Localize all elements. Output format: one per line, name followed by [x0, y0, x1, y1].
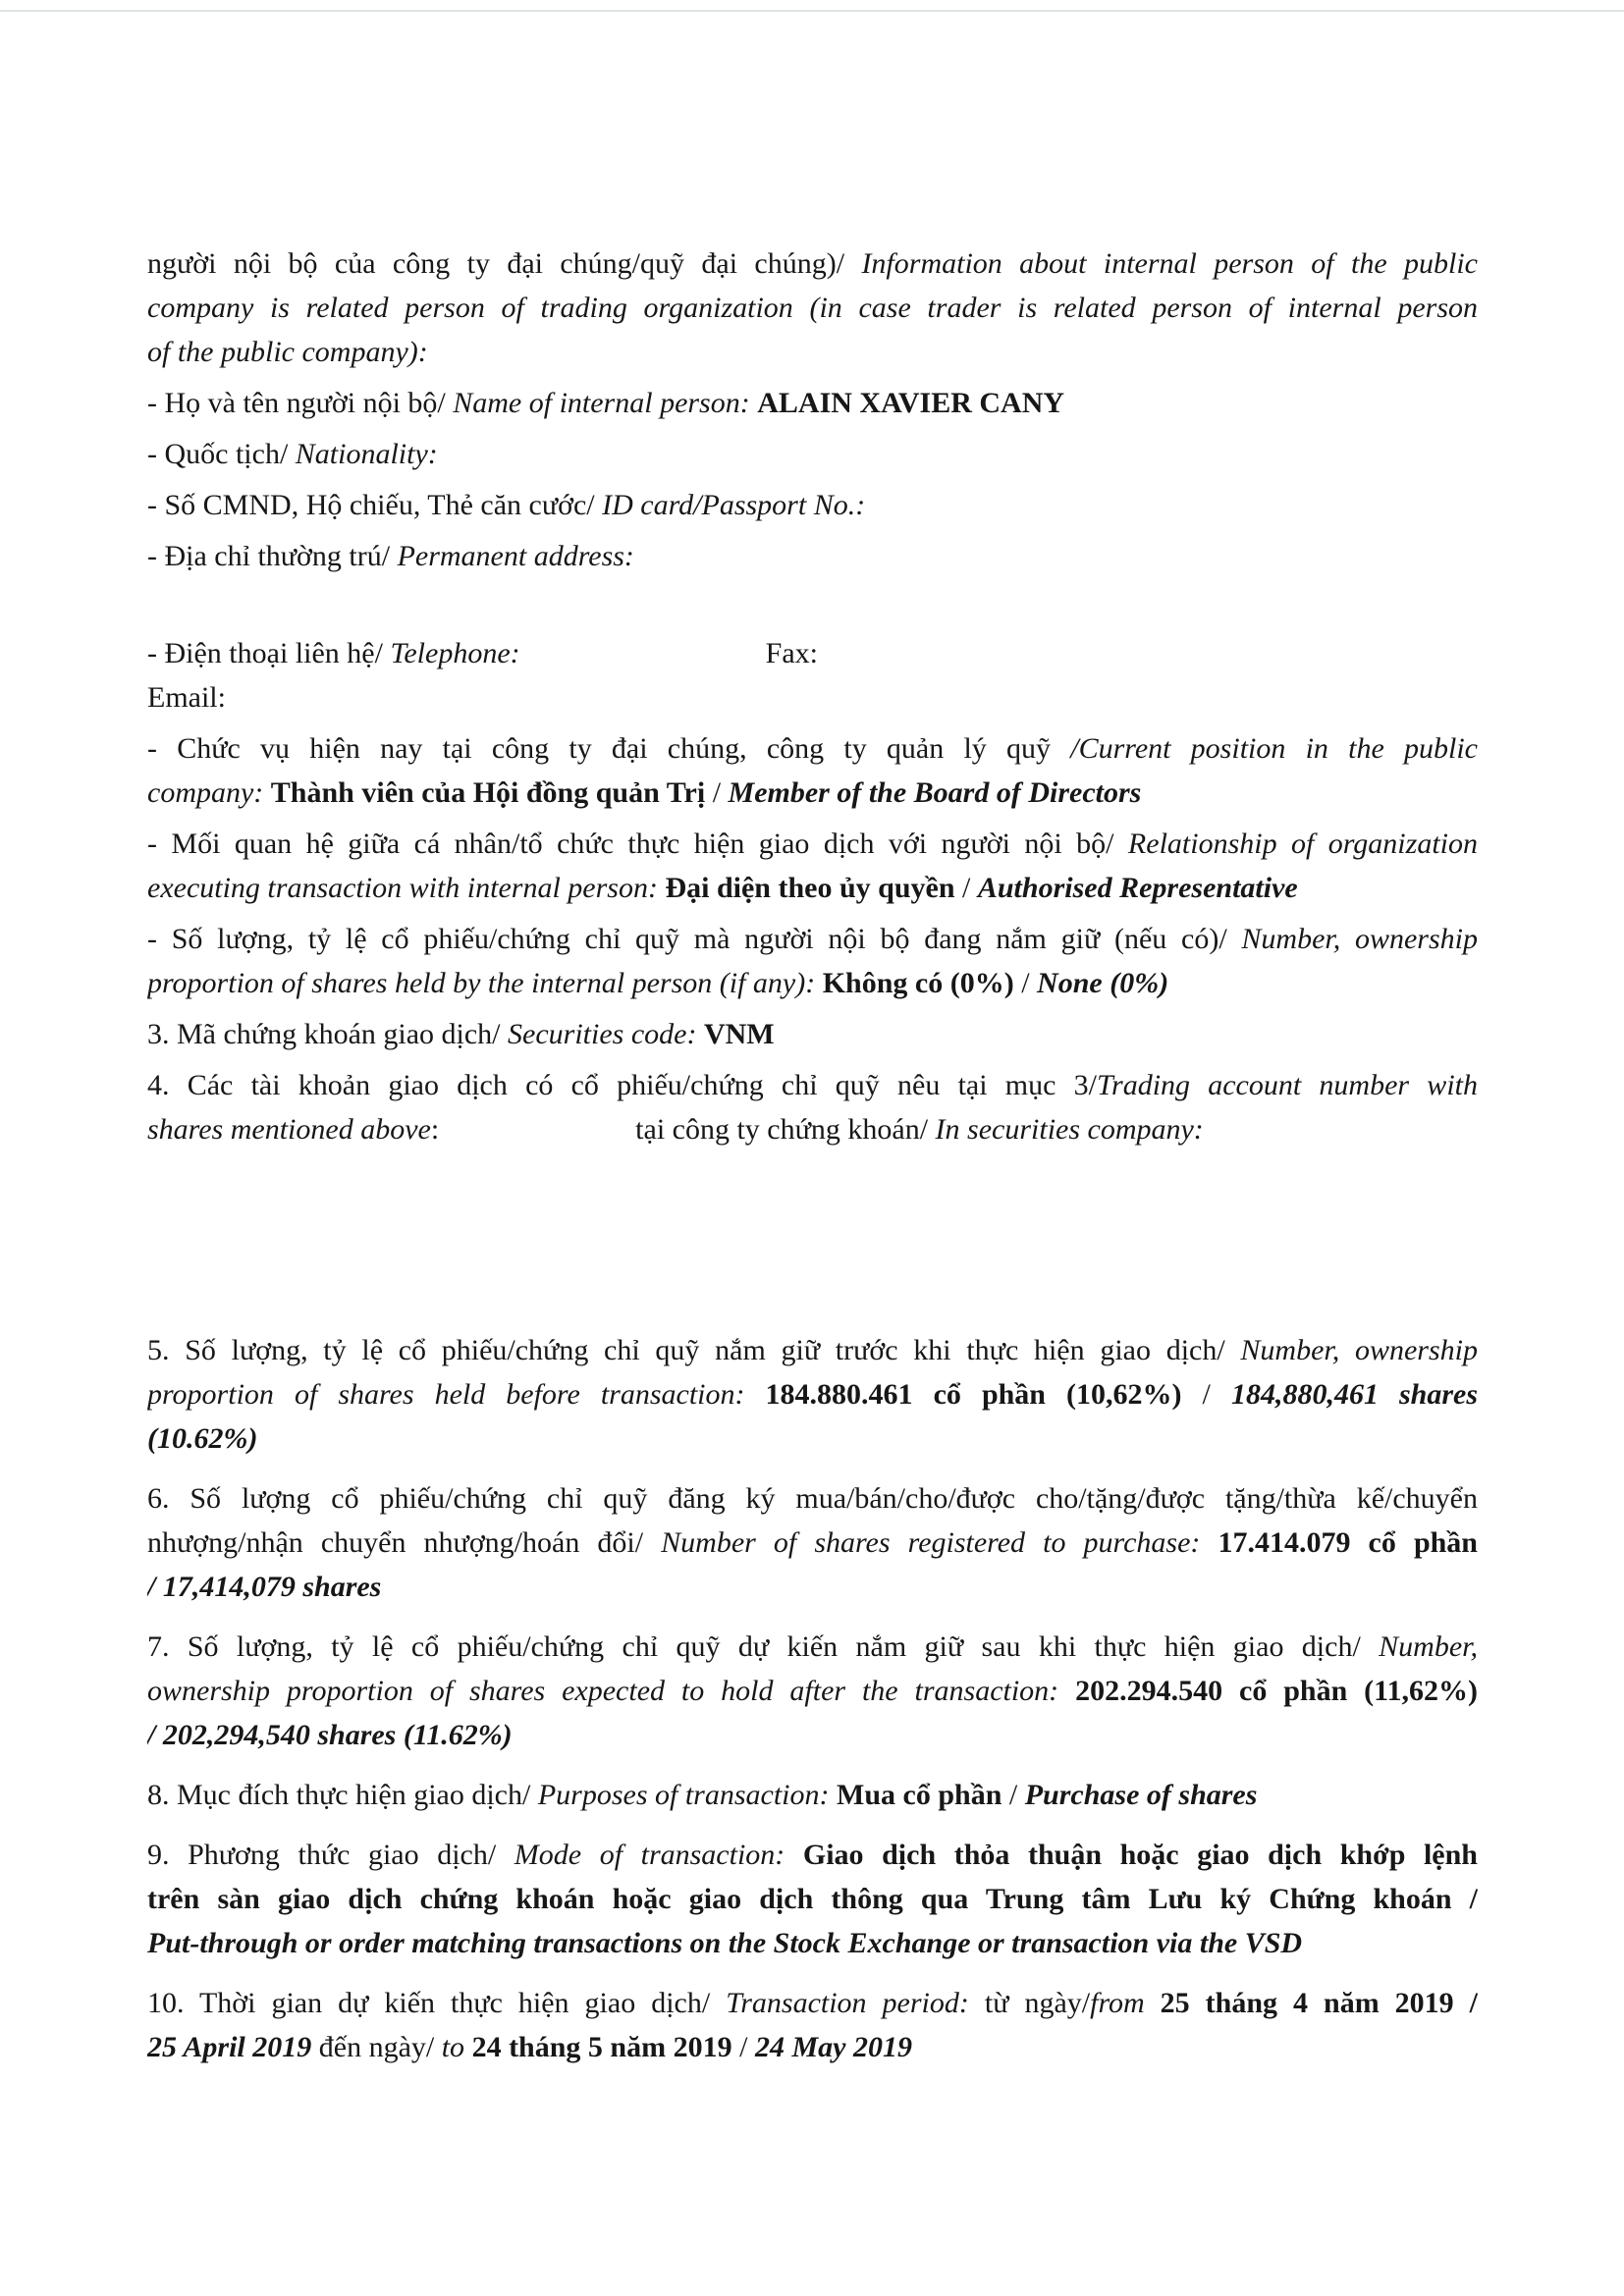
field-nationality — [147, 432, 1478, 476]
text-line — [147, 241, 1478, 286]
text-run: None (0%) — [1037, 967, 1169, 999]
text-run: / 17,414,079 shares — [147, 1571, 382, 1603]
text-run: nhượng/nhận chuyển nhượng/hoán đổi/ — [147, 1526, 662, 1559]
text-run: - Số CMND, Hộ chiếu, Thẻ căn cước/ — [147, 489, 603, 521]
text-line — [147, 1565, 1478, 1609]
text-line — [147, 961, 1478, 1005]
text-run: Nationality: — [295, 438, 438, 470]
text-run: Put-through or order matching transactions on the Stock Exchange or transaction via the VSD — [147, 1927, 1303, 1959]
text-run: ALAIN XAVIER CANY — [757, 387, 1065, 419]
text-line — [147, 1921, 1478, 1965]
field-current-position — [147, 726, 1478, 815]
text-run: company: — [147, 776, 271, 809]
text-run: 184.880.461 cổ phần (10,62%) — [765, 1378, 1182, 1411]
text-line — [147, 1773, 1478, 1817]
text-line — [147, 675, 1478, 720]
field-id-passport — [147, 483, 1478, 527]
text-run: to — [441, 2031, 465, 2063]
text-run: Thành viên của Hội đồng quản Trị — [270, 776, 706, 809]
text-run: - Chức vụ hiện nay tại công ty đại chúng, công ty quản lý quỹ — [147, 732, 1071, 765]
text-run: ownership proportion of shares expected to hold after the transaction: — [147, 1675, 1076, 1707]
text-run: đến ngày/ — [311, 2031, 442, 2063]
text-run: - Họ và tên người nội bộ/ — [147, 387, 454, 419]
document-body — [147, 241, 1478, 2069]
text-run: - Điện thoại liên hệ/ — [147, 637, 391, 669]
text-run: / — [1001, 1779, 1025, 1811]
text-run: - Quốc tịch/ — [147, 438, 296, 470]
item-9-mode-of-transaction — [147, 1833, 1478, 1965]
text-run: 17.414.079 cổ phần — [1218, 1526, 1478, 1559]
text-run: Transaction period: — [726, 1987, 969, 2019]
text-line — [147, 1372, 1478, 1416]
text-run: 4. Các tài khoản giao dịch có cổ phiếu/chứng chỉ quỹ nêu tại mục 3/ — [147, 1069, 1097, 1101]
scan-artifact-line — [0, 10, 1624, 12]
item-10-transaction-period — [147, 1981, 1478, 2069]
intro-note-internal-person — [147, 241, 1478, 374]
text-run: Purchase of shares — [1024, 1779, 1258, 1811]
text-run: Mode of transaction: — [514, 1839, 803, 1871]
text-run: 8. Mục đích thực hiện giao dịch/ — [147, 1779, 538, 1811]
text-run: Securities code: — [508, 1018, 704, 1050]
text-run: 5. Số lượng, tỷ lệ cổ phiếu/chứng chỉ quỹ nắm giữ trước khi thực hiện giao dịch/ — [147, 1334, 1241, 1366]
text-line — [147, 1416, 1478, 1461]
text-run: 3. Mã chứng khoán giao dịch/ — [147, 1018, 509, 1050]
text-run: company is related person of trading organization (in case trader is related person of internal person — [147, 292, 1478, 324]
text-line — [147, 1063, 1478, 1107]
item-3-securities-code — [147, 1012, 1478, 1056]
field-internal-person-name — [147, 381, 1478, 425]
text-run: - Địa chỉ thường trú/ — [147, 540, 398, 572]
text-run: / — [731, 2031, 755, 2063]
text-run: 202.294.540 cổ phần (11,62%) — [1075, 1675, 1478, 1707]
text-run: Email: — [147, 681, 226, 714]
text-run: Telephone: — [390, 637, 520, 669]
item-4-trading-accounts — [147, 1063, 1478, 1151]
text-line — [147, 1713, 1478, 1757]
text-line — [147, 330, 1478, 374]
text-line — [147, 866, 1478, 910]
text-run: từ ngày/ — [968, 1987, 1091, 2019]
text-run: / — [954, 872, 978, 904]
item-8-purpose-of-transaction — [147, 1773, 1478, 1817]
text-run: Number, ownership — [1240, 1334, 1478, 1366]
text-run: / — [1181, 1378, 1231, 1411]
text-line — [147, 1625, 1478, 1669]
text-line — [147, 1877, 1478, 1921]
text-line — [147, 771, 1478, 815]
text-run: Information about internal person of the public — [861, 247, 1478, 280]
text-run: 184,880,461 shares — [1230, 1378, 1478, 1411]
text-line — [147, 1107, 1478, 1151]
text-line — [147, 1328, 1478, 1372]
text-run: Number of shares registered to purchase: — [661, 1526, 1218, 1559]
text-run: trên sàn giao dịch chứng khoán hoặc giao dịch thông qua Trung tâm Lưu ký Chứng khoán / — [147, 1883, 1478, 1915]
text-run: Number, — [1379, 1630, 1478, 1663]
field-shares-held-by-internal-person — [147, 917, 1478, 1005]
text-run: proportion of shares held by the internal person (if any): — [147, 967, 823, 999]
text-run: 25 April 2019 — [147, 2031, 312, 2063]
text-line — [147, 286, 1478, 330]
text-line — [147, 822, 1478, 866]
text-run: proportion of shares held before transaction: — [147, 1378, 766, 1411]
text-run: người nội bộ của công ty đại chúng/quỹ đại chúng)/ — [147, 247, 862, 280]
text-run: Relationship of organization — [1127, 828, 1478, 860]
text-line — [147, 1981, 1478, 2025]
text-line — [147, 483, 1478, 527]
text-line — [147, 1476, 1478, 1521]
item-5-shares-held-before-transaction — [147, 1328, 1478, 1461]
text-run: Mua cổ phần — [837, 1779, 1002, 1811]
text-run: Trading account number with — [1096, 1069, 1478, 1101]
text-run: / 202,294,540 shares (11.62%) — [147, 1719, 513, 1751]
item-6-shares-registered-to-purchase — [147, 1476, 1478, 1609]
text-run: / — [1013, 967, 1038, 999]
text-run: 7. Số lượng, tỷ lệ cổ phiếu/chứng chỉ quỹ dự kiến nắm giữ sau khi thực hiện giao dịch/ — [147, 1630, 1380, 1663]
field-telephone-fax-email — [147, 631, 1478, 720]
text-run: shares mentioned above — [147, 1113, 431, 1146]
text-run: Đại diện theo ủy quyền — [665, 872, 955, 904]
text-run: Không có (0%) — [822, 967, 1014, 999]
text-run: Name of internal person: — [453, 387, 758, 419]
text-line — [147, 1012, 1478, 1056]
text-line — [147, 726, 1478, 771]
text-line — [147, 631, 1478, 675]
text-run — [1145, 1987, 1161, 2019]
text-run: 25 tháng 4 năm 2019 / — [1160, 1987, 1478, 2019]
text-run: Purposes of transaction: — [537, 1779, 838, 1811]
text-run: Fax: — [765, 637, 818, 669]
text-run: tại công ty chứng khoán/ — [635, 1113, 936, 1146]
text-run: 24 May 2019 — [754, 2031, 912, 2063]
text-run: VNM — [703, 1018, 775, 1050]
text-run: from — [1090, 1987, 1145, 2019]
text-run: : — [430, 1113, 440, 1146]
text-run: 24 tháng 5 năm 2019 — [471, 2031, 732, 2063]
text-run: Member of the Board of Directors — [728, 776, 1142, 809]
text-run: /Current position in the public — [1070, 732, 1478, 765]
text-run: - Mối quan hệ giữa cá nhân/tổ chức thực hiện giao dịch với người nội bộ/ — [147, 828, 1128, 860]
item-7-shares-expected-after-transaction — [147, 1625, 1478, 1757]
text-run: - Số lượng, tỷ lệ cổ phiếu/chứng chỉ quỹ mà người nội bộ đang nắm giữ (nếu có)/ — [147, 923, 1242, 955]
text-run: 9. Phương thức giao dịch/ — [147, 1839, 514, 1871]
text-line — [147, 1669, 1478, 1713]
text-line — [147, 2025, 1478, 2069]
field-relationship-with-internal-person — [147, 822, 1478, 910]
text-run: of the public company): — [147, 336, 428, 368]
text-run: Number, ownership — [1241, 923, 1478, 955]
text-line — [147, 1833, 1478, 1877]
field-permanent-address — [147, 534, 1478, 578]
text-run: 6. Số lượng cổ phiếu/chứng chỉ quỹ đăng ký mua/bán/cho/được cho/tặng/được tặng/thừa kế/chuyển — [147, 1482, 1478, 1515]
text-line — [147, 381, 1478, 425]
text-run — [464, 2031, 472, 2063]
text-run: (10.62%) — [147, 1422, 258, 1455]
text-run: Permanent address: — [397, 540, 634, 572]
text-line — [147, 534, 1478, 578]
text-line — [147, 1521, 1478, 1565]
text-run: executing transaction with internal person: — [147, 872, 666, 904]
text-run: 10. Thời gian dự kiến thực hiện giao dịch/ — [147, 1987, 727, 2019]
text-run: Authorised Representative — [977, 872, 1298, 904]
text-line — [147, 917, 1478, 961]
text-line — [147, 432, 1478, 476]
text-run: In securities company: — [935, 1113, 1204, 1146]
text-run: ID card/Passport No.: — [602, 489, 866, 521]
text-run: Giao dịch thỏa thuận hoặc giao dịch khớp lệnh — [802, 1839, 1478, 1871]
text-run: / — [705, 776, 729, 809]
